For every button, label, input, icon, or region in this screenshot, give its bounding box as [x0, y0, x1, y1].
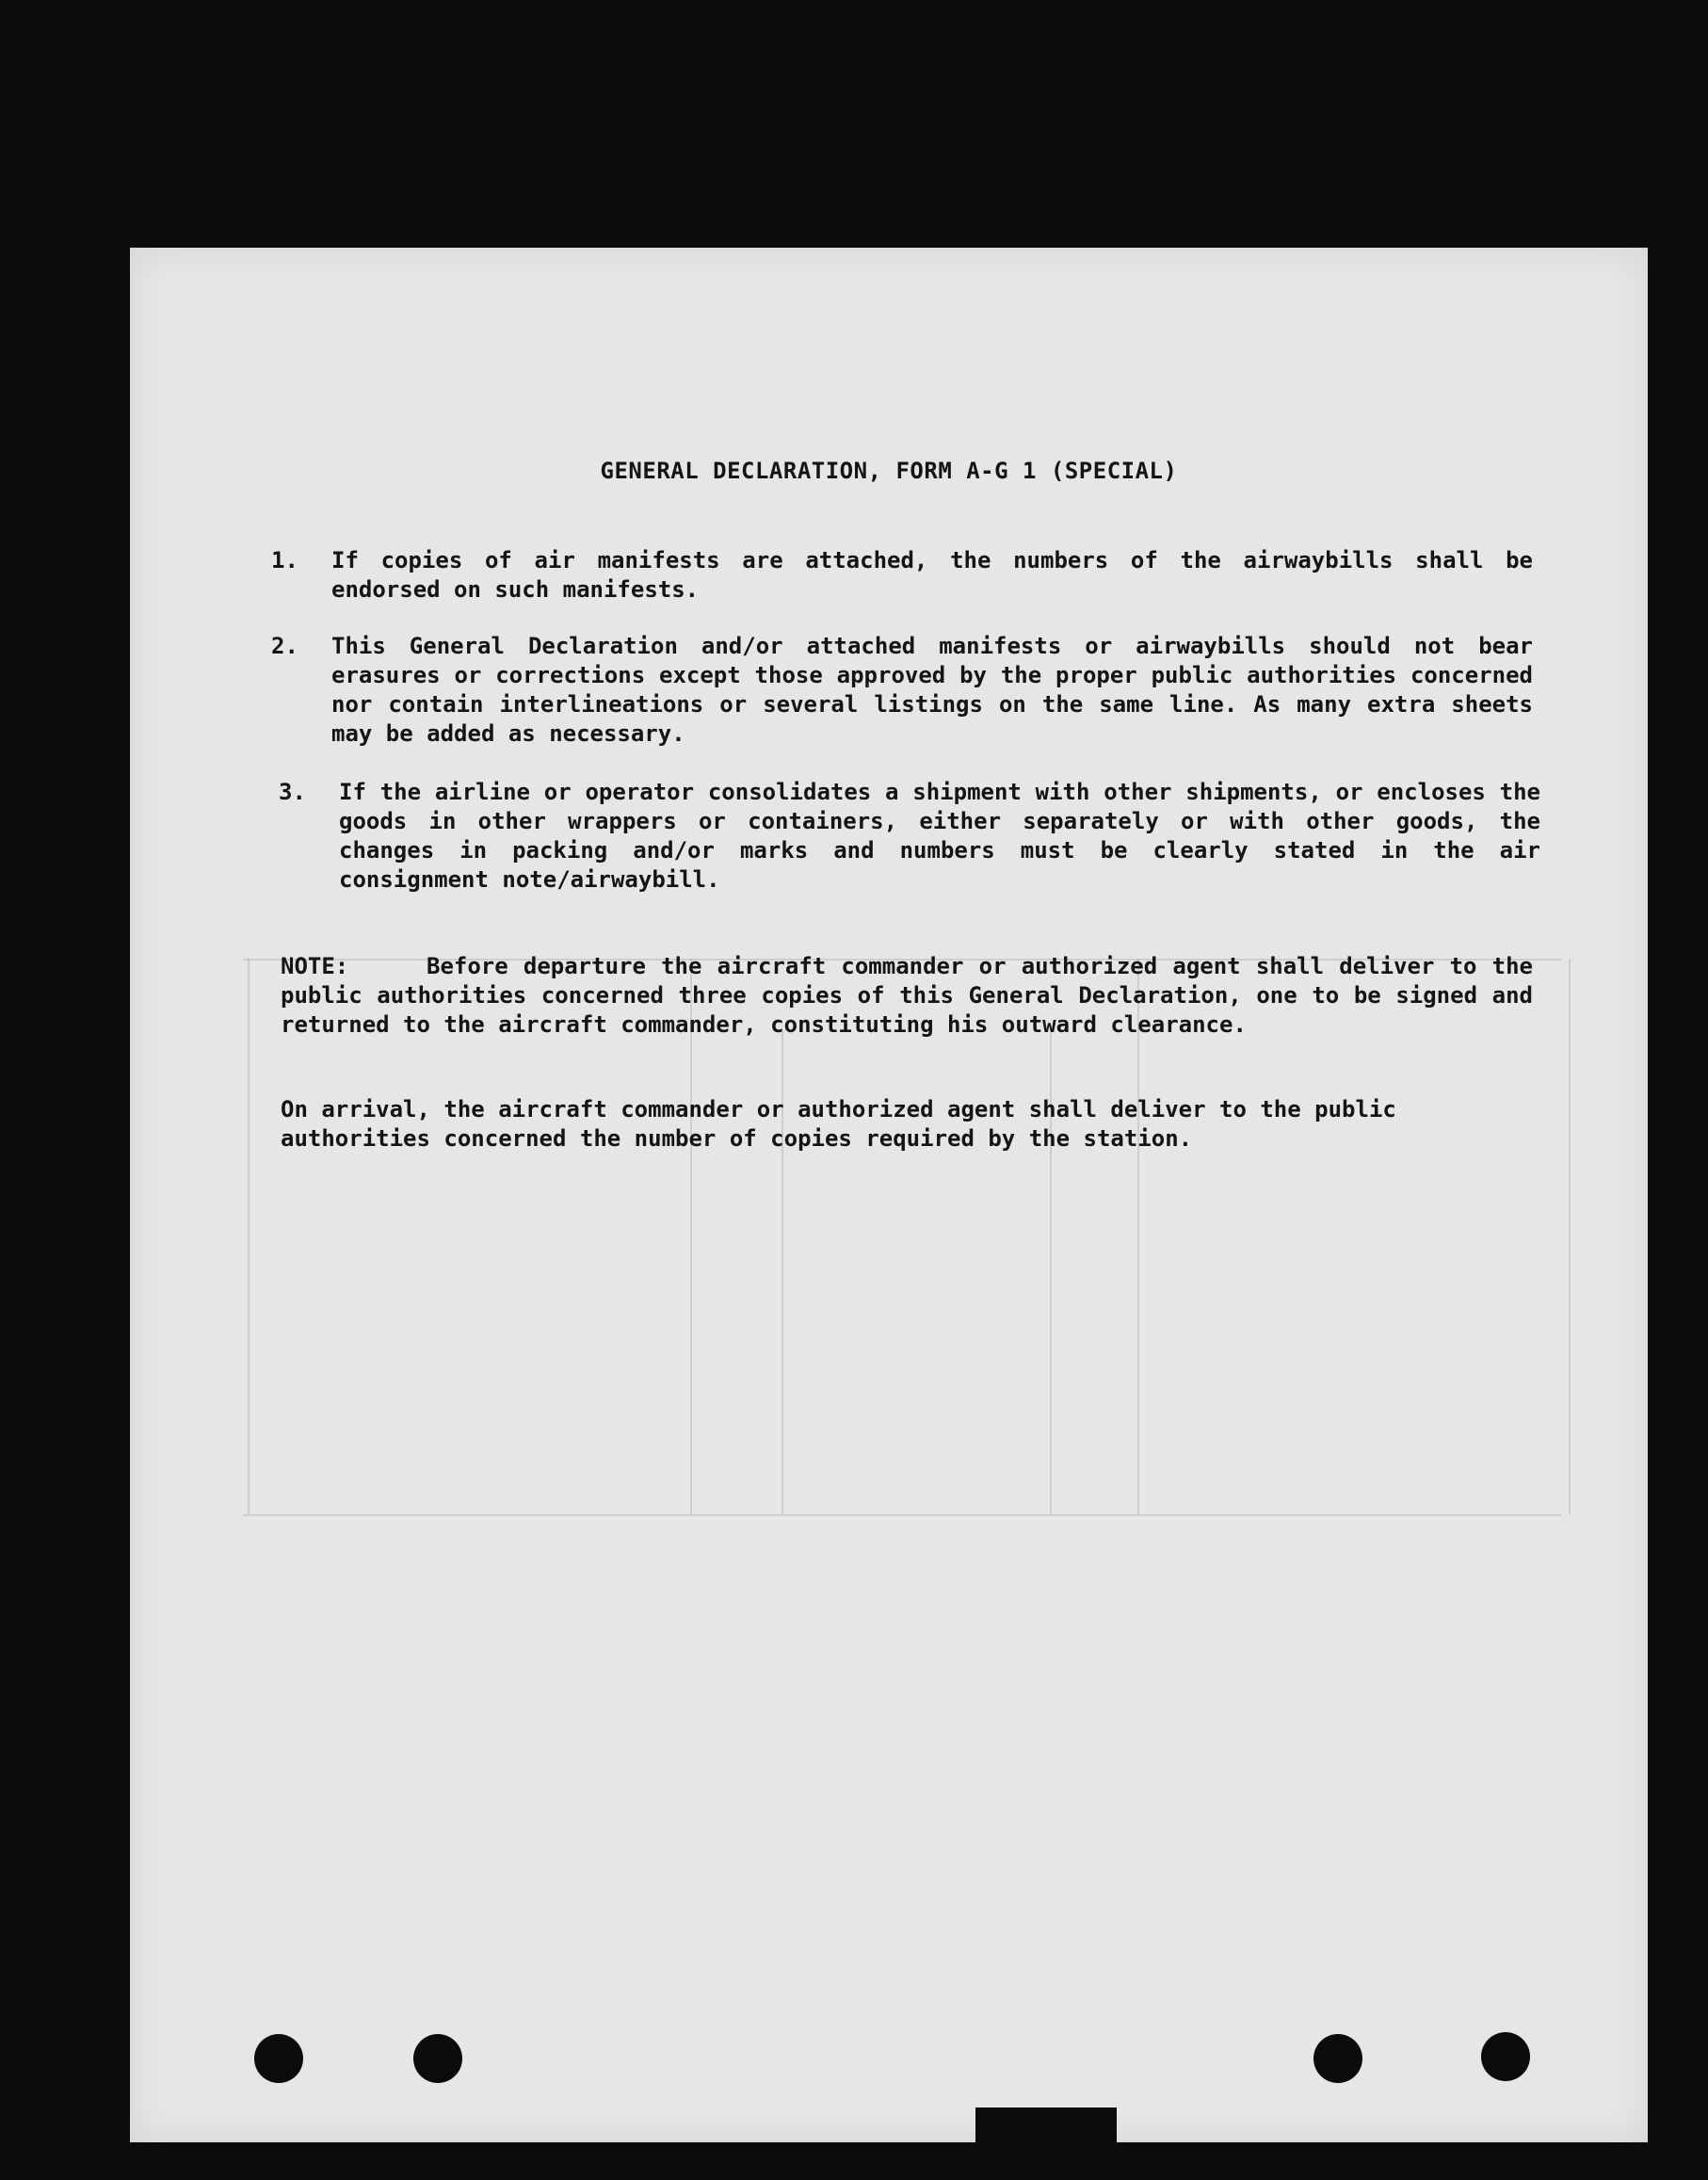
punch-hole	[1481, 2032, 1530, 2081]
document-content	[130, 248, 1648, 2142]
item-number: 1.	[271, 547, 298, 573]
item-text: If copies of air manifests are attached, the numbers of the airwaybills shall be endorsed on such manifests.	[331, 547, 1533, 603]
punch-hole	[254, 2034, 303, 2083]
punch-hole	[413, 2034, 462, 2083]
binder-tab	[975, 2107, 1117, 2145]
item-text: This General Declaration and/or attached manifests or airwaybills should not bear erasures or corrections except those approved by the proper public authorities concerned nor contain interlineations or several listings on the same line. As many extra sheets may be added as necessary.	[331, 633, 1533, 747]
note-label: NOTE:	[281, 953, 349, 979]
arrival-paragraph: On arrival, the aircraft commander or authorized agent shall deliver to the public authorities concerned the number of copies required by the station.	[281, 1096, 1396, 1152]
item-text: If the airline or operator consolidates a shipment with other shipments, or encloses the goods in other wrappers or containers, either separately or with other goods, the changes in packing and/or marks and numbers must be clearly stated in the air consignment note/airwaybill.	[339, 779, 1540, 893]
item-number: 2.	[271, 633, 298, 659]
note-text: Before departure the aircraft commander or authorized agent shall deliver to the public authorities concerned three copies of this General Declaration, one to be signed and returned to the aircraft commander, constituting his outward clearance.	[281, 953, 1533, 1038]
document-title: GENERAL DECLARATION, FORM A-G 1 (SPECIAL)	[600, 458, 1178, 484]
list-item	[271, 632, 1533, 749]
list-item	[279, 778, 1540, 895]
item-number: 3.	[279, 779, 306, 805]
list-item	[271, 546, 1533, 605]
punch-hole	[1313, 2034, 1362, 2083]
note-paragraph	[281, 952, 1533, 1040]
document-page	[130, 248, 1648, 2142]
